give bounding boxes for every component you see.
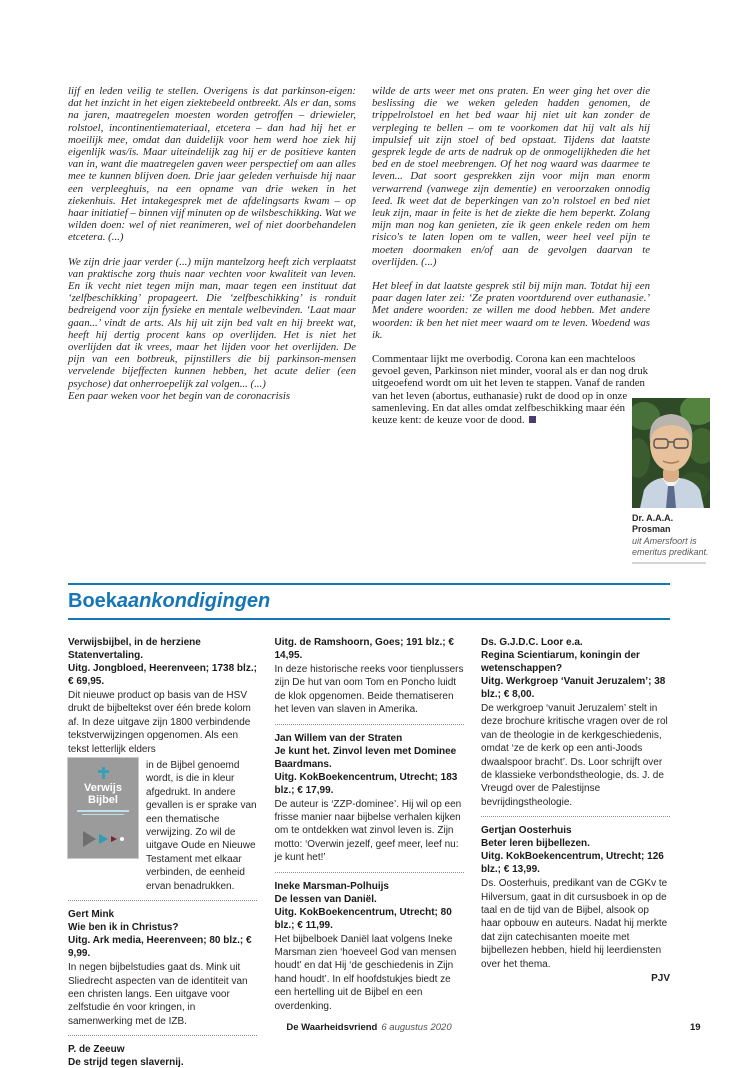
book-entry [275, 732, 464, 865]
book-entry [275, 636, 464, 717]
book-entry [68, 1043, 257, 1068]
book-publisher: Uitg. KokBoekencentrum, Utrecht; 126 blz.; € 13,99. [481, 851, 664, 876]
book-body-wrapped: in de Bijbel genoemd wordt, is die in kleur afgedrukt. In andere gevallen is er sprake van een thematische verwijzing. Zo wil de uitgave Oude en Nieuwe Testament met elkaar verbinden, de eenheid ervan benadrukken. [146, 760, 257, 892]
section-title [68, 590, 670, 612]
cover-title [84, 782, 122, 806]
book-author: Jan Willem van der Straten [274, 732, 403, 744]
end-of-article-mark [529, 416, 536, 423]
section-header [68, 583, 670, 620]
photo-credit-line [632, 562, 706, 564]
book-body: Het bijbelboek Daniël laat volgens Ineke Marsman zien ‘hoeveel God van mensen houdt’ en dat Hij ‘de geschiedenis in Zijn hand houdt’. In elf hoofdstukjes biedt ze een hertelling uit de Bijbel en een overdenking. [274, 933, 457, 1012]
book-entry [481, 636, 670, 809]
article-columns [68, 85, 710, 426]
book-column-1 [68, 636, 257, 1068]
book-publisher: Uitg. de Ramshoorn, Goes; 191 blz.; € 14,95. [274, 637, 454, 661]
dotted-divider [481, 816, 670, 817]
arrow-teal-icon [99, 834, 108, 844]
book-title: Beter leren bijbellezen. [481, 838, 590, 850]
page-content [68, 85, 710, 1068]
photo-caption-desc: uit Amersfoort is emeritus predikant. [632, 536, 709, 557]
footer-date: 6 augustus 2020 [381, 1022, 452, 1033]
portrait-photo [632, 398, 710, 508]
book-title: Wie ben ik in Christus? [68, 922, 179, 934]
book-title: De lessen van Daniël. [274, 893, 377, 905]
book-author: Gertjan Oosterhuis [481, 825, 572, 837]
article-commentary-paragraph [372, 353, 650, 426]
article-paragraph: We zijn drie jaar verder (...) mijn mantelzorg heeft zich verplaatst van praktische zorg thuis naar vechten voor kwaliteit van leven. En ik vecht niet tegen mijn man, maar tegen een instituut dat ‘zelfbeschikking’ propageert. Die ‘zelfbeschikking’ is ronduit bedreigend voor zijn fysieke en mentale welbevinden. ‘Laat maar gaan...’ vindt de arts. Als hij uit zijn bed valt en hij breekt wat, heeft hij dertig procent kans op overlijden. Het is niet het overlijden dat ik vrees, maar het lijden voor het overlijden. De pijn van een botbreuk, pijnstillers die bij parkinson-mensen vervelende bijeffecten kunnen hebben, het acute delier (een psychose) dat onherroepelijk zal volgen... (...) [68, 255, 356, 390]
article-column-left [68, 85, 356, 426]
book-body: De werkgroep ‘vanuit Jeruzalem’ stelt in deze brochure kritische vragen over de rol van de theologie in de kerkgeschiedenis, omdat ‘ze de kerk op een anti-Joods dwaalspoor bracht’. Ds. Loor schrijft over de klassieke verbondstheologie, ds. J. de Vreugd over de Palestijnse bevrijdingstheologie. [481, 703, 668, 808]
book-body: De auteur is ‘ZZP-dominee’. Hij wil op een frisse manier naar bijbelse verhalen kijken om te ontdekken wat zinvol leven is. Zijn motto: ‘Overwin jezelf, geef meer, leef nu: je kunt het!’ [274, 798, 462, 864]
dotted-divider [275, 724, 464, 725]
book-body: Ds. Oosterhuis, predikant van de CGKv te Hilversum, gaat in dit cursusboek in op de taal en de tijd van de Bijbel, alsook op haar opbouw en auteurs. Nadat hij merkte dat zijn catechisanten moeite met bijbellezen hebben, hield hij leerdiensten over het thema. [481, 878, 668, 970]
book-cover-image [68, 758, 138, 858]
book-author: P. de Zeeuw [68, 1044, 125, 1056]
book-author: Ds. G.J.D.C. Loor e.a. [481, 637, 583, 648]
cover-subtitle-line [82, 814, 124, 816]
dotted-divider [68, 1035, 257, 1036]
photo-caption-name: Dr. A.A.A. Prosman [632, 513, 674, 534]
article-paragraph: Het bleef in dat laatste gesprek stil bij mijn man. Totdat hij een paar dagen later zei: ‘Ze praten voortdurend over euthanasie.’ Met andere woorden: ze willen me dood hebben. Met andere woorden: ik ben het niet meer waard om te leven. Woedend was ik. [372, 280, 650, 341]
author-photo-block [632, 398, 710, 564]
article-paragraph: wilde de arts weer met ons praten. En weer ging het over die beslissing die we weken geleden hadden genomen, de trippelrolstoel en het bed waar hij niet uit kan zonder de verpleging te bellen – om te voorkomen dat hij valt als hij impulsief uit zijn stoel of bed opstaat. Tijdens dat laatste gesprek legde de arts de nadruk op de onmogelijkheden die het bed en de stoel meebrengen. Of het nog waard was daarmee te leven... Dat soort gesprekken zijn voor mijn man enorm verwarrend (vanwege zijn dementie) en veroorzaken onnodig leed. Ik weet dat de beperkingen van zo'n rolstoel en bed niet leuk zijn, maar in feite is het de ziekte die hem beperkt. Zolang mijn man nog kan genieten, zie ik geen enkele reden om hem risico's te laten lopen om te vallen, weer heel veel pijn te moeten doormaken en/of aan de gevolgen daarvan te overlijden. (...) [372, 85, 650, 268]
book-announcements [68, 636, 670, 1068]
book-publisher: Uitg. KokBoekencentrum, Utrecht; 80 blz.; € 11,99. [274, 906, 452, 931]
book-body: In negen bijbelstudies gaat ds. Mink uit Sliedrecht aspecten van de identiteit van een christen langs. Een uitgave voor zelfstudie én voor kringen, in samenwerking met de IZB. [68, 962, 248, 1027]
cover-subtitle-line [77, 810, 129, 812]
article-section [68, 85, 710, 583]
book-author: Gert Mink [68, 909, 115, 921]
article-paragraph: Een paar weken voor het begin van de coronacrisis [68, 389, 291, 402]
book-publisher: Uitg. Jongbloed, Heerenveen; 1738 blz.; € 69,95. [68, 663, 257, 687]
page-number: 19 [690, 1022, 701, 1033]
dot-icon [120, 837, 124, 841]
page-footer [68, 1022, 670, 1033]
reviewer-initials: PJV [651, 973, 670, 985]
book-body: Dit nieuwe product op basis van de HSV drukt de bijbeltekst over één brede kolom af. In deze uitgave zijn 1800 verbindende tekstverwijzingen opgenomen. Als een tekst letterlijk elders [68, 690, 251, 755]
book-entry [275, 880, 464, 1013]
book-author: Ineke Marsman-Polhuijs [274, 880, 389, 892]
dotted-divider [275, 872, 464, 873]
commentary-text: Commentaar lijkt me overbodig. Corona kan een machteloos gevoel geven, Parkinson niet minder, vooral als er dan nog druk uitgeoefend wordt om uit het leven te stappen. Vanaf de randen van het leven (abortus, euthanasie) rukt de dood op in onze samenleving. En dat alles omdat zelfbeschikking maar één keuze kent: de keuze voor de dood. [372, 353, 649, 427]
play-arrows-icon [83, 831, 124, 847]
book-publisher: Uitg. KokBoekencentrum, Utrecht; 183 blz.; € 17,99. [274, 771, 458, 796]
book-column-2 [275, 636, 464, 1068]
article-column-right [372, 85, 650, 426]
section-title-italic: aankondigingen [116, 590, 271, 612]
book-entry [68, 636, 257, 893]
book-title: Je kunt het. Zinvol leven met Dominee Baardmans. [274, 745, 457, 770]
book-title: Verwijsbijbel, in de herziene Statenvertaling. [68, 637, 201, 661]
book-title: De strijd tegen slavernij. [68, 1057, 184, 1068]
book-title: Regina Scientiarum, koningin der wetenschappen? [481, 650, 640, 674]
book-publisher: Uitg. Ark media, Heerenveen; 80 blz.; € 9,99. [68, 935, 252, 960]
arrow-large-icon [83, 831, 96, 847]
footer-magazine-title: De Waarheidsvriend [286, 1022, 378, 1033]
article-paragraph: lijf en leden veilig te stellen. Overigens is dat parkinson-eigen: dat het inzicht in het eigen ziektebeeld ontbreekt. Als er dan, soms na jaren, maatregelen moesten worden getroffen – driewieler, rolstoel, incontinentiemateriaal, etcetera – dan had hij het er moeilijk mee, omdat dan duidelijk voor hem werd hoe ziek hij eigenlijk was/is. Maar uiteindelijk zag hij er de positieve kanten van in, want die maatregelen gaven weer perspectief om aan alles mee te kunnen blijven doen. Drie jaar geleden verhuisde hij naar een verpleeghuis, na een opname van drie weken in het ziekenhuis. Het intakegesprek met de afdelingsarts kwam – op haar initiatief – binnen vijf minuten op de wilsbeschikking. Wat we wilden doen: wel of niet reanimeren, wel of niet doorbehandelen etcetera. (...) [68, 85, 356, 244]
book-entry [481, 824, 670, 984]
cross-icon [98, 767, 109, 779]
book-cover-row [68, 758, 257, 893]
cover-title-line1: Verwijs [84, 782, 122, 795]
book-body: In deze historische reeks voor tienplussers zijn De hut van oom Tom en Poncho luidt de klok opgenomen. Beide thematiseren het leven van slaven in Amerika. [274, 664, 464, 716]
cover-title-line2: Bijbel [88, 794, 118, 807]
section-title-bold: Boek [68, 590, 117, 612]
arrow-red-icon [111, 836, 117, 842]
dotted-divider [68, 900, 257, 901]
book-publisher: Uitg. Werkgroep ‘Vanuit Jeruzalem’; 38 blz.; € 8,00. [481, 676, 666, 700]
book-column-3 [481, 636, 670, 1068]
book-entry [68, 908, 257, 1028]
